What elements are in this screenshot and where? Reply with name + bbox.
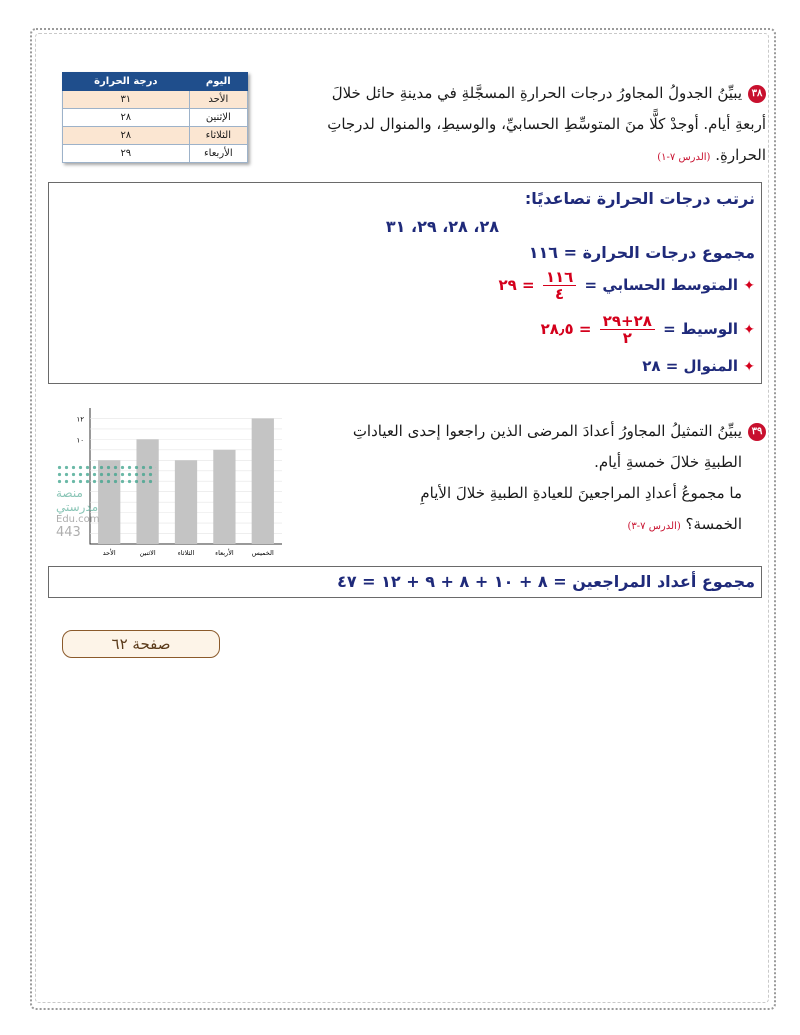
table-row [63, 145, 248, 163]
table-cell-temp: ٢٨ [63, 127, 190, 145]
answer-box-38 [48, 182, 762, 384]
x-tick-label: الأحد [102, 549, 116, 557]
table-row [63, 127, 248, 145]
q39-line1-text: يبيِّنُ التمثيلُ المجاورُ أعدادَ المرضى الذين راجعوا إحدى العياداتِ [352, 422, 742, 440]
star-bullet-icon: ✦ [743, 322, 755, 338]
star-bullet-icon: ✦ [743, 359, 755, 375]
a38-mean-result: = ٢٩ [498, 276, 535, 294]
chart-bar [175, 460, 197, 544]
x-tick-label: الاثنين [139, 549, 156, 557]
star-bullet-icon: ✦ [743, 278, 755, 294]
mean-denominator: ٤ [555, 285, 565, 303]
table-cell-day: الأربعاء [189, 145, 247, 163]
answer-box-39 [48, 566, 762, 598]
q39-line4-text: الخمسة؟ [685, 515, 742, 533]
mean-numerator: ١١٦ [543, 269, 576, 286]
watermark-line2: Edu.com [56, 514, 100, 525]
y-tick-label: ١٢ [76, 415, 84, 424]
table-cell-day: الإثنين [189, 109, 247, 127]
question-number-badge: ٣٨ [748, 85, 766, 103]
question-number-badge: ٣٩ [748, 423, 766, 441]
a38-mode: المنوال = ٢٨ [642, 357, 739, 375]
table-cell-day: الثلاثاء [189, 127, 247, 145]
q38-line1-text: يبيِّنُ الجدولُ المجاورُ درجات الحرارةِ المسجَّلةِ في مدينةِ حائل خلالَ [331, 84, 742, 102]
lesson-reference: (الدرس ٧-٣) [627, 521, 681, 532]
q39-line4 [296, 509, 766, 542]
table-cell-temp: ٢٨ [63, 109, 190, 127]
x-tick-label: الأربعاء [215, 549, 234, 557]
a38-mean-label: المتوسط الحسابي = [584, 276, 739, 294]
x-tick-label: الثلاثاء [177, 549, 195, 557]
table-header-day: اليوم [189, 73, 247, 91]
y-tick-label: ١٠ [76, 436, 84, 445]
q39-line2: الطبيةِ خلالَ خمسةِ أيام. [594, 453, 742, 471]
x-tick-label: الخميس [251, 549, 274, 557]
lesson-reference: (الدرس ٧-١) [657, 152, 711, 163]
a38-ordered-values: ٢٨، ٢٨، ٢٩، ٣١ [385, 217, 499, 236]
a38-heading: نرتب درجات الحرارة تصاعديًا: [524, 189, 755, 208]
watermark [56, 464, 156, 540]
watermark-dots-icon [56, 464, 156, 486]
a38-mode-line [642, 357, 755, 375]
a39-total: مجموع أعداد المراجعين = ٨ + ١٠ + ٨ + ٩ + ١٢ = ٤٧ [337, 572, 755, 591]
watermark-line1: منصة مدرستي [56, 486, 99, 514]
q38-line3-text: الحرارةِ. [715, 146, 766, 164]
q39-text [296, 416, 766, 542]
q39-line3: ما مجموعُ أعدادِ المراجعينَ للعيادةِ الطبيةِ خلالَ الأيامِ [420, 484, 742, 502]
a38-median-result: = ٢٨٫٥ [540, 320, 592, 338]
table-cell-temp: ٣١ [63, 91, 190, 109]
q39-line1 [296, 416, 766, 447]
q38-line3 [296, 140, 766, 173]
median-denominator: ٢ [622, 329, 632, 347]
q38-line1 [296, 78, 766, 109]
chart-bar [252, 418, 274, 544]
table-cell-temp: ٢٩ [63, 145, 190, 163]
a38-median-label: الوسيط = [663, 320, 739, 338]
q38-text [296, 78, 766, 173]
a38-sum: مجموع درجات الحرارة = ١١٦ [528, 243, 755, 262]
page-number-badge: صفحة ٦٢ [62, 630, 220, 658]
temperature-table [62, 72, 248, 163]
chart-bar [213, 450, 235, 544]
table-cell-day: الأحد [189, 91, 247, 109]
mean-fraction [543, 269, 576, 302]
table-header-temp: درجة الحرارة [63, 73, 190, 91]
a38-median-line [541, 313, 755, 346]
median-numerator: ٢٨+٢٩ [600, 313, 655, 330]
watermark-line3: 443 [56, 525, 81, 540]
table-row [63, 109, 248, 127]
median-fraction [600, 313, 655, 346]
a38-mean-line [499, 269, 756, 302]
q38-line2: أربعةِ أيام. أوجدْ كلًّا منَ المتوسِّطِ الحسابيِّ، والوسيطِ، والمنوال لدرجاتِ [327, 115, 766, 133]
table-row [63, 91, 248, 109]
